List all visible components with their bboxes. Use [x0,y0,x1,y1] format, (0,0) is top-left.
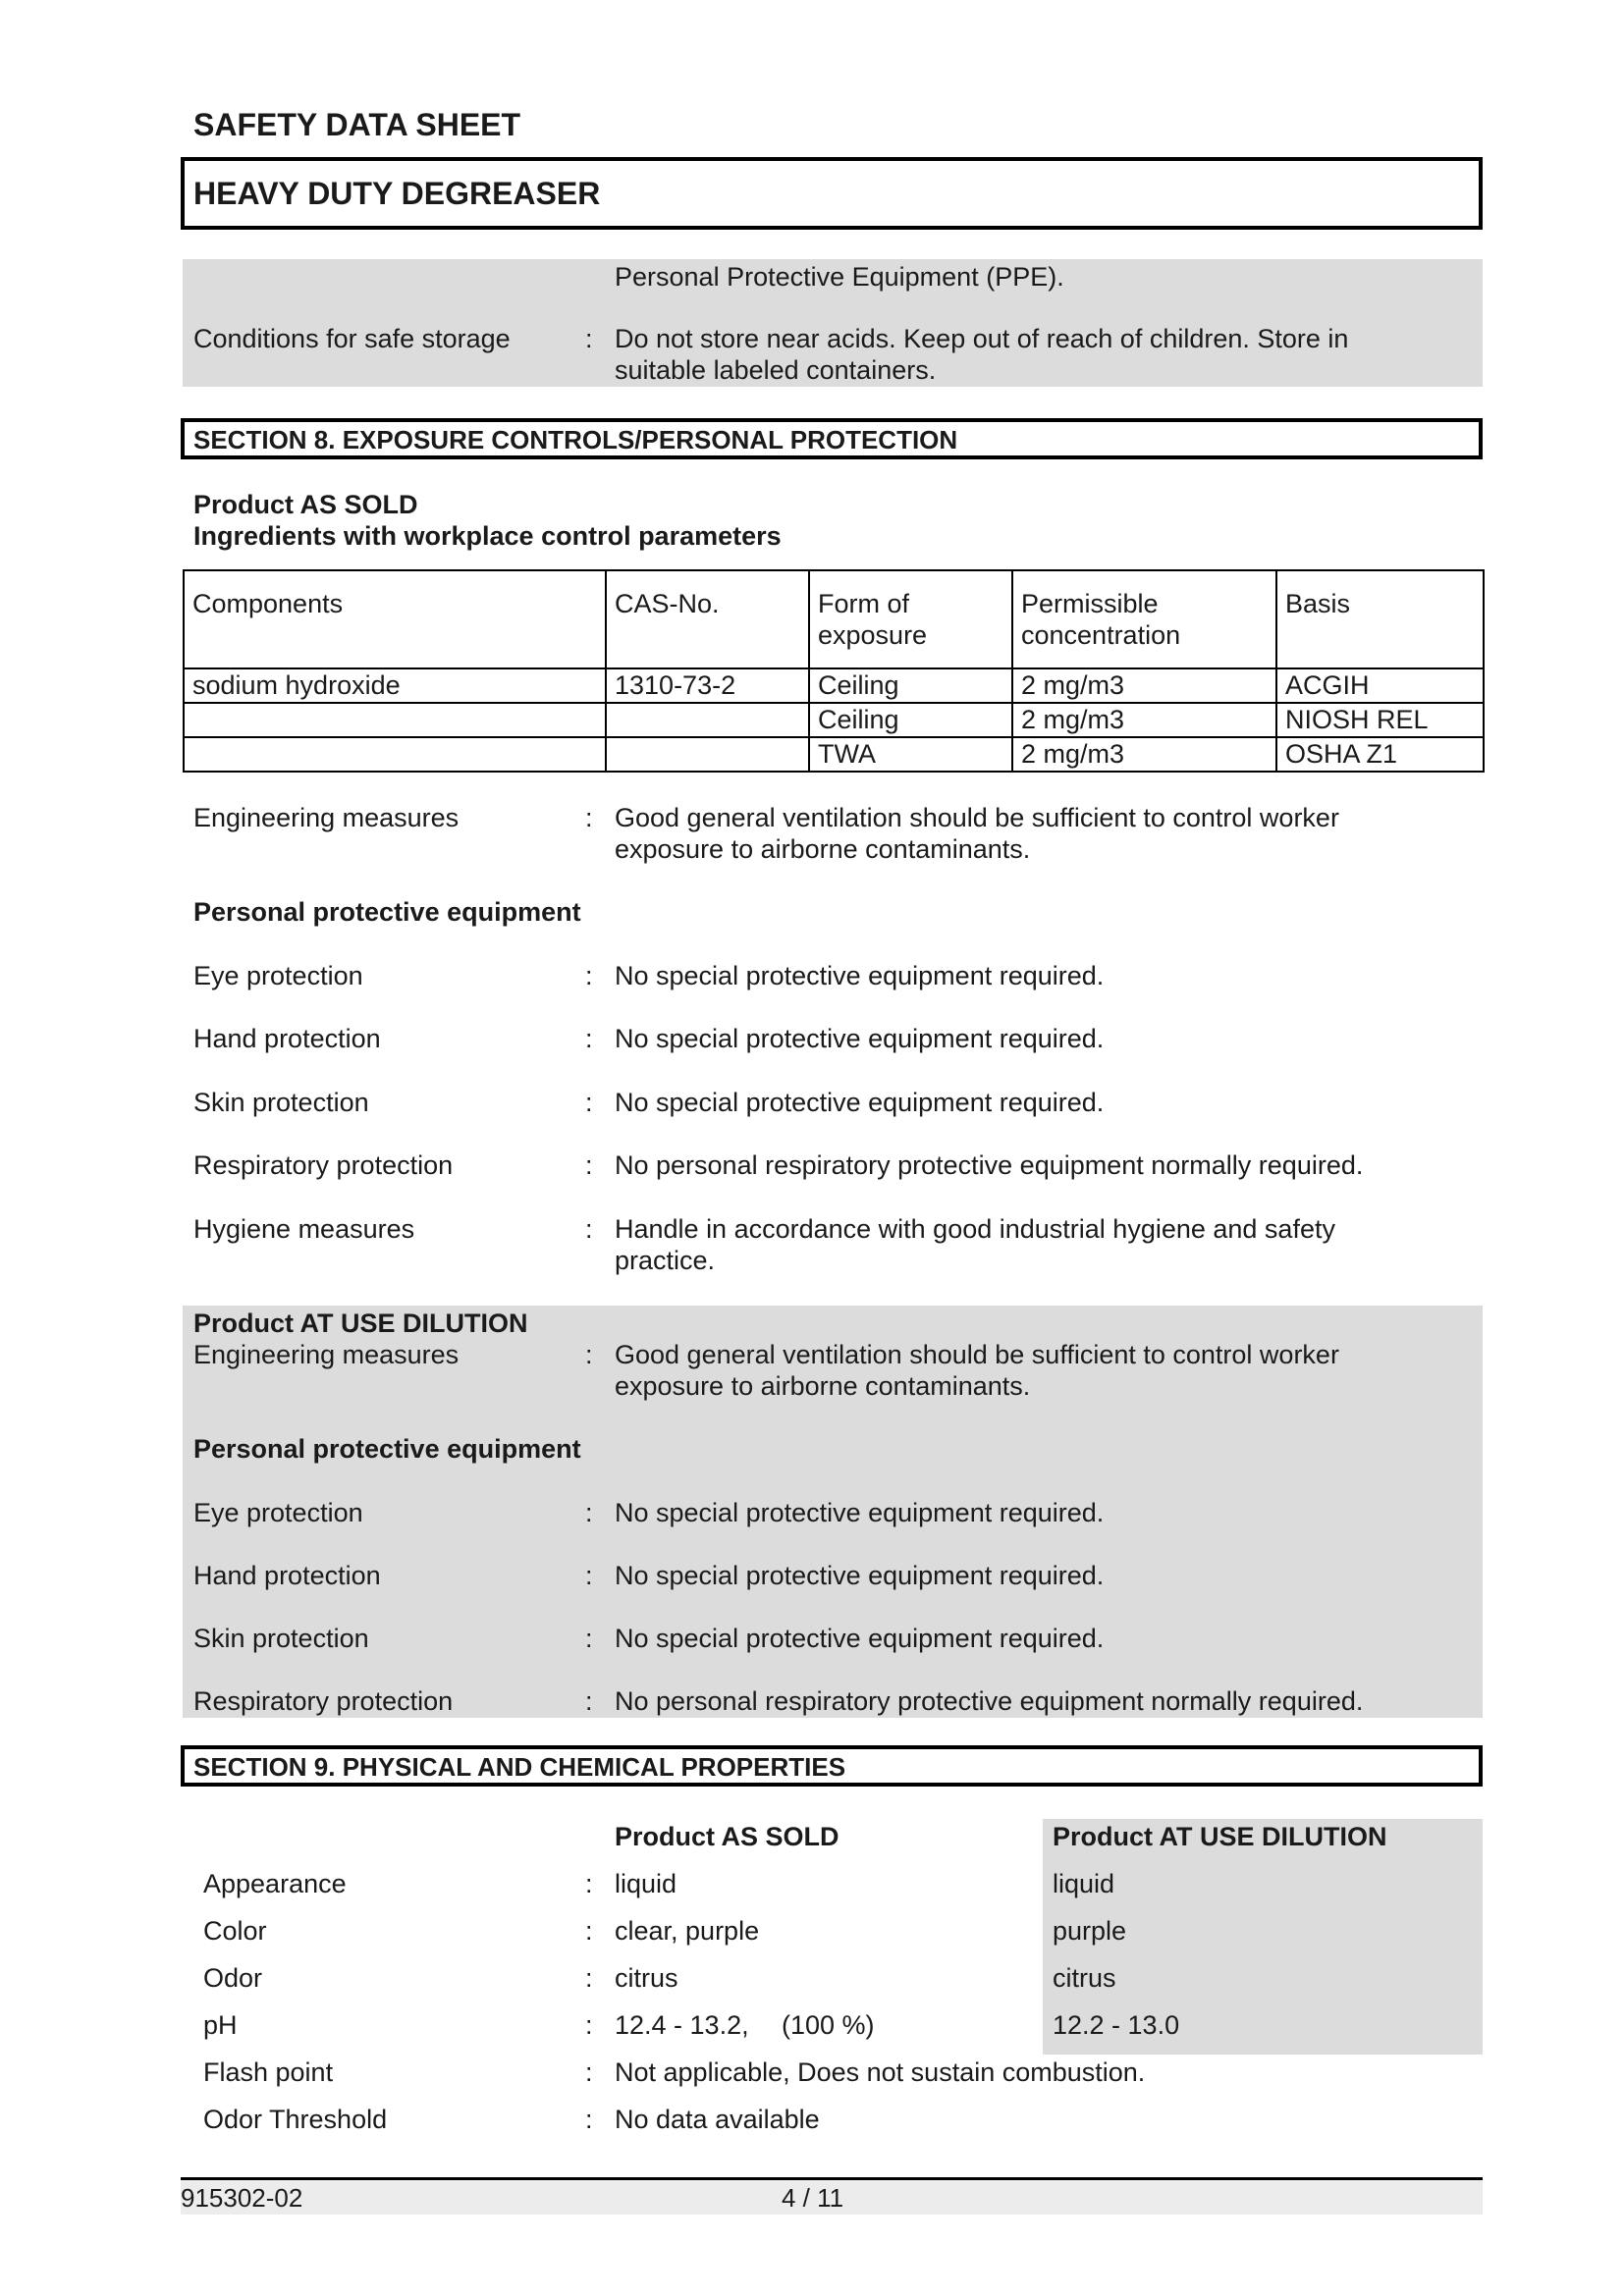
dilution-respiratory-value: No personal respiratory protective equipment normally required. [615,1686,1364,1716]
product-name: HEAVY DUTY DEGREASER [193,176,601,211]
odor-threshold-label: Odor Threshold [203,2105,388,2134]
respiratory-protection-value: No personal respiratory protective equipment normally required. [615,1150,1364,1180]
separator: : [585,1561,593,1590]
separator: : [585,1624,593,1653]
separator: : [585,961,593,990]
engineering-measures-label: Engineering measures [193,803,460,832]
separator: : [585,2010,593,2040]
hygiene-measures-label: Hygiene measures [193,1214,415,1244]
color-label: Color [203,1916,267,1946]
document-type: SAFETY DATA SHEET [193,107,521,142]
appearance-as-sold: liquid [615,1869,677,1898]
as-sold-heading: Product AS SOLD [193,490,418,519]
table-cell [606,737,809,772]
dilution-column-header: Product AT USE DILUTION [1053,1822,1387,1851]
eye-protection-label: Eye protection [193,961,363,990]
table-cell: OSHA Z1 [1276,737,1484,772]
table-cell: Ceiling [809,668,1012,703]
hygiene-measures-line1: Handle in accordance with good industrial hygiene and safety [615,1214,1335,1244]
header-form-of-exposure: Form of exposure [809,570,1012,668]
header-permissible-concentration: Permissible concentration [1012,570,1276,668]
dilution-engineering-line2: exposure to airborne contaminants. [615,1371,1031,1401]
storage-value-line1: Do not store near acids. Keep out of reach of children. Store in [615,324,1349,353]
separator: : [585,1214,593,1244]
dilution-engineering-label: Engineering measures [193,1340,460,1369]
skin-protection-label: Skin protection [193,1088,369,1117]
section9-title-box [181,1745,1483,1787]
separator: : [585,1869,593,1898]
footer-bar [181,2177,1483,2215]
table-cell: 1310-73-2 [606,668,809,703]
table-cell: sodium hydroxide [184,668,606,703]
dilution-eye-label: Eye protection [193,1498,363,1527]
table-cell: NIOSH REL [1276,703,1484,737]
table-cell: ACGIH [1276,668,1484,703]
separator: : [585,1024,593,1053]
components-table [183,569,1485,773]
as-sold-column-header: Product AS SOLD [615,1822,839,1851]
table-cell: 2 mg/m3 [1012,668,1276,703]
ph-as-sold: 12.4 - 13.2, [615,2010,749,2040]
section8-title: SECTION 8. EXPOSURE CONTROLS/PERSONAL PROTECTION [193,425,958,454]
color-dilution: purple [1053,1916,1127,1946]
table-cell: 2 mg/m3 [1012,737,1276,772]
table-header-row [184,570,1484,668]
separator: : [585,1916,593,1946]
odor-dilution: citrus [1053,1963,1116,1993]
table-cell: 2 mg/m3 [1012,703,1276,737]
dilution-eye-value: No special protective equipment required. [615,1498,1105,1527]
table-cell: Ceiling [809,703,1012,737]
table-cell: TWA [809,737,1012,772]
separator: : [585,2057,593,2087]
header-components: Components [184,570,606,668]
dilution-skin-label: Skin protection [193,1624,369,1653]
ph-dilution: 12.2 - 13.0 [1053,2010,1180,2040]
separator: : [585,1088,593,1117]
ph-as-sold-note: (100 %) [782,2010,875,2040]
page-number: 4 / 11 [782,2183,844,2213]
engineering-measures-line2: exposure to airborne contaminants. [615,834,1031,864]
table-row [184,703,1484,737]
section9-title: SECTION 9. PHYSICAL AND CHEMICAL PROPERTIES [193,1752,846,1782]
separator: : [585,803,593,832]
separator: : [585,1498,593,1527]
table-row [184,668,1484,703]
dilution-heading: Product AT USE DILUTION [193,1308,528,1338]
table-row [184,737,1484,772]
dilution-hand-label: Hand protection [193,1561,381,1590]
odor-label: Odor [203,1963,263,1993]
odor-as-sold: citrus [615,1963,678,1993]
ppe-heading: Personal protective equipment [193,897,581,927]
appearance-label: Appearance [203,1869,347,1898]
product-name-box [181,157,1483,230]
storage-value-line2: suitable labeled containers. [615,355,937,385]
separator: : [585,324,593,353]
table-cell [606,703,809,737]
dilution-hand-value: No special protective equipment required. [615,1561,1105,1590]
separator: : [585,1340,593,1369]
section8-title-box [181,418,1483,459]
flash-point-value: Not applicable, Does not sustain combustion. [615,2057,1146,2087]
document-number: 915302-02 [181,2183,303,2213]
separator: : [585,1686,593,1716]
table-cell [184,703,606,737]
flash-point-label: Flash point [203,2057,334,2087]
color-as-sold: clear, purple [615,1916,760,1946]
dilution-respiratory-label: Respiratory protection [193,1686,454,1716]
hand-protection-value: No special protective equipment required. [615,1024,1105,1053]
ingredients-heading: Ingredients with workplace control parameters [193,521,782,551]
ppe-continued-text: Personal Protective Equipment (PPE). [615,262,1064,292]
separator: : [585,1963,593,1993]
dilution-ppe-heading: Personal protective equipment [193,1434,581,1464]
hand-protection-label: Hand protection [193,1024,381,1053]
storage-label: Conditions for safe storage [193,324,511,353]
engineering-measures-line1: Good general ventilation should be sufficient to control worker [615,803,1339,832]
header-basis: Basis [1276,570,1484,668]
dilution-engineering-line1: Good general ventilation should be sufficient to control worker [615,1340,1339,1369]
table-cell [184,737,606,772]
header-cas-no: CAS-No. [606,570,809,668]
ph-label: pH [203,2010,238,2040]
odor-threshold-value: No data available [615,2105,820,2134]
appearance-dilution: liquid [1053,1869,1115,1898]
dilution-skin-value: No special protective equipment required. [615,1624,1105,1653]
separator: : [585,2105,593,2134]
separator: : [585,1150,593,1180]
hygiene-measures-line2: practice. [615,1246,716,1275]
respiratory-protection-label: Respiratory protection [193,1150,454,1180]
skin-protection-value: No special protective equipment required. [615,1088,1105,1117]
eye-protection-value: No special protective equipment required. [615,961,1105,990]
